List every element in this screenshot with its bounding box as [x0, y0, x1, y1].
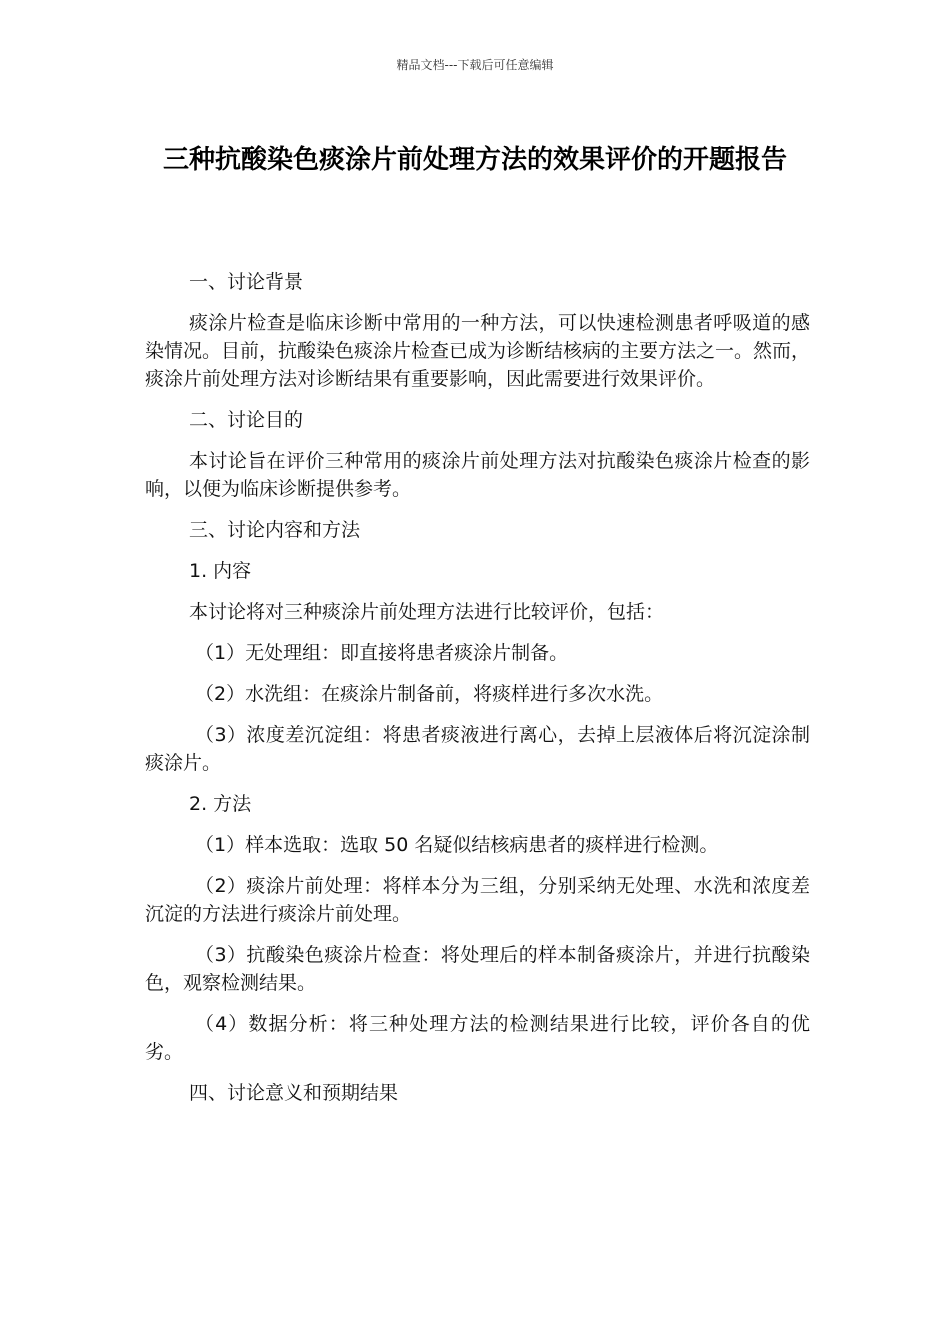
document-body — [145, 268, 810, 1120]
list-item-water-wash: （2）水洗组：在痰涂片制备前，将痰样进行多次水洗。 — [195, 683, 664, 705]
document-title: 三种抗酸染色痰涂片前处理方法的效果评价的开题报告 — [162, 145, 787, 175]
header-note: 精品文档---下载后可任意编辑 — [396, 58, 554, 72]
list-item-staining-check: （3）抗酸染色痰涂片检查：将处理后的样本制备痰涂片，并进行抗酸染色，观察检测结果。 — [145, 944, 810, 994]
section-heading-significance: 四、讨论意义和预期结果 — [189, 1082, 399, 1104]
list-item-sample-selection: （1）样本选取：选取 50 名疑似结核病患者的痰样进行检测。 — [195, 834, 719, 856]
list-item-pretreatment: （2）痰涂片前处理：将样本分为三组，分别采纳无处理、水洗和浓度差沉淀的方法进行痰涂片前处理。 — [145, 875, 810, 925]
section-heading-purpose: 二、讨论目的 — [189, 409, 304, 431]
paragraph-purpose: 本讨论旨在评价三种常用的痰涂片前处理方法对抗酸染色痰涂片检查的影响，以便为临床诊断提供参考。 — [145, 450, 810, 500]
subheading-content: 1. 内容 — [189, 560, 252, 582]
section-heading-content-methods: 三、讨论内容和方法 — [189, 519, 361, 541]
section-heading-background: 一、讨论背景 — [189, 271, 304, 293]
list-item-data-analysis: （4）数据分析：将三种处理方法的检测结果进行比较，评价各自的优劣。 — [145, 1013, 810, 1063]
paragraph-background: 痰涂片检查是临床诊断中常用的一种方法，可以快速检测患者呼吸道的感染情况。目前，抗酸染色痰涂片检查已成为诊断结核病的主要方法之一。然而，痰涂片前处理方法对诊断结果有重要影响，因此需要进行效果评价。 — [145, 312, 811, 390]
list-item-sedimentation: （3）浓度差沉淀组：将患者痰液进行离心，去掉上层液体后将沉淀涂制痰涂片。 — [145, 724, 810, 774]
list-item-no-treatment: （1）无处理组：即直接将患者痰涂片制备。 — [195, 642, 569, 664]
paragraph-content-intro: 本讨论将对三种痰涂片前处理方法进行比较评价，包括： — [189, 601, 665, 623]
subheading-methods: 2. 方法 — [189, 793, 252, 815]
